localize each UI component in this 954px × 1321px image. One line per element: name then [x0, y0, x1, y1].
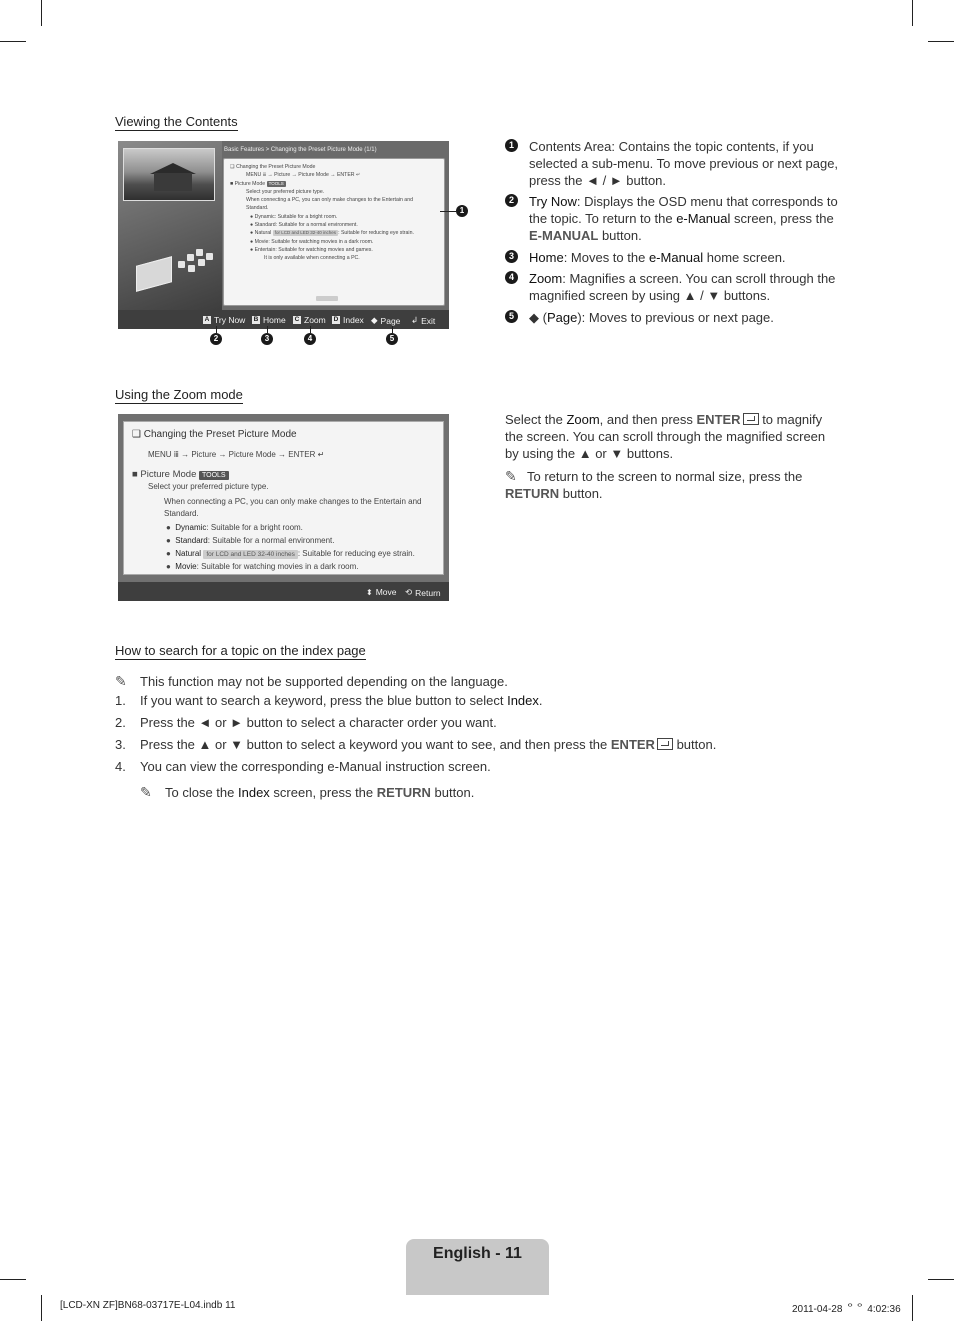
- zoom-desc-text3: to magnify the screen. You can scroll through the magnified screen by using the ▲ or ▼ buttons.: [505, 412, 826, 461]
- page-text: ): Moves to previous or next page.: [577, 310, 774, 325]
- tv-graphic: [136, 256, 172, 292]
- step-1-text: If you want to search a keyword, press the blue button to select: [140, 693, 508, 708]
- zoomed-contents: [123, 421, 444, 575]
- zoom-bullet-standard: ● Standard: Suitable for a normal environment.: [166, 536, 335, 545]
- zoom-text: : Magnifies a screen. You can scroll through the magnified screen by using ▲ / ▼ buttons.: [529, 271, 836, 303]
- pc-note-cont: Standard.: [246, 205, 269, 212]
- callout-line: [440, 211, 456, 212]
- step-1: [140, 692, 543, 709]
- dynamic-text: : Suitable for a bright room.: [206, 523, 303, 532]
- note-pencil-icon: ✎: [505, 468, 517, 484]
- bullet-standard: ● Standard: Suitable for a normal environment.: [250, 222, 358, 229]
- scroll-indicator[interactable]: [316, 296, 338, 301]
- callout-3: 3: [261, 333, 273, 345]
- natural-tag: for LCD and LED 32-40 inches: [274, 230, 337, 236]
- search-note-text: This function may not be supported depending on the language.: [140, 674, 508, 689]
- zoom-desc-text2: , and then press: [599, 412, 697, 427]
- try-now-label: Try Now: [214, 315, 246, 325]
- callout-1: 1: [456, 205, 468, 217]
- section-title-viewing: Viewing the Contents: [115, 114, 238, 129]
- return-term: RETURN: [376, 785, 431, 800]
- note-pencil-icon: ✎: [115, 673, 127, 689]
- zoom-tools-badge: TOOLS: [199, 471, 229, 480]
- home-term: Home: [529, 250, 564, 265]
- callout-2: 2: [210, 333, 222, 345]
- return-label: Return: [415, 587, 441, 598]
- desc-zoom: [529, 270, 849, 304]
- callout-5: 5: [386, 333, 398, 345]
- bullet-entertain: ● Entertain: Suitable for watching movies and games.: [250, 246, 373, 253]
- pc-only-note: It is only available when connecting a PC.: [264, 255, 360, 262]
- app-icon: [187, 254, 194, 261]
- crop-mark: [912, 1295, 913, 1321]
- page-arrows-text: ◆ (: [529, 310, 547, 325]
- step-1-number: 1.: [115, 693, 126, 708]
- enter-term: ENTER: [610, 737, 655, 752]
- index-button[interactable]: [332, 315, 364, 325]
- footer-file-info: [LCD-XN ZF]BN68-03717E-L04.indb 11: [60, 1300, 236, 1311]
- index-label: Index: [343, 315, 364, 325]
- index-term: Index: [507, 693, 539, 708]
- house-shape: [154, 173, 192, 191]
- zoom-note-text2: button.: [559, 486, 603, 501]
- home-text2: home screen.: [703, 250, 786, 265]
- zoom-picture-mode: [132, 469, 229, 480]
- function-bar: [118, 310, 449, 329]
- natural-suffix: : Suitable for reducing eye strain.: [338, 230, 414, 237]
- movie-text: : Suitable for watching movies in a dark room.: [196, 562, 359, 571]
- zoom-screen: [118, 414, 449, 601]
- zoom-label: Zoom: [304, 315, 326, 325]
- section-title-search: How to search for a topic on the index page: [115, 643, 366, 658]
- emanual-screen: [118, 141, 449, 329]
- bullet-movie: ● Movie: Suitable for watching movies in a dark room.: [250, 238, 374, 245]
- emanual-button-term: E-MANUAL: [529, 228, 599, 243]
- desc-number-3: 3: [505, 250, 518, 263]
- close-note-text3: button.: [430, 785, 475, 800]
- step-3-end: button.: [672, 737, 717, 752]
- emanual-term: e-Manual: [676, 211, 731, 226]
- page-number: English - 11: [433, 1245, 522, 1262]
- a-key-icon: A: [204, 316, 210, 323]
- dynamic-term: Dynamic: [175, 523, 207, 532]
- landscape-photo: [123, 148, 215, 201]
- try-now-text3: button.: [598, 228, 642, 243]
- menu-path: MENU ⅲ → Picture → Picture Mode → ENTER ↵: [246, 172, 361, 179]
- zoom-note: [505, 468, 835, 502]
- crop-mark: [0, 41, 26, 42]
- zoom-bullet-natural: ● Natural for LCD and LED 32-40 inches : Suitable for reducing eye strain.: [166, 549, 415, 558]
- desc-contents-area: Contents Area: Contains the topic contents, if you selected a sub-menu. To move previous or next page, press the ◄ / ► button.: [529, 139, 839, 188]
- try-now-button[interactable]: [203, 315, 245, 325]
- zoom-menu-path: MENU ⅲ → Picture → Picture Mode → ENTER ↵: [148, 450, 325, 459]
- callout-line: [310, 326, 311, 333]
- c-key-icon: C: [294, 316, 300, 323]
- home-label: Home: [263, 315, 286, 325]
- enter-icon: [657, 738, 673, 750]
- pc-note: When connecting a PC, you can only make changes to the Entertain and: [246, 197, 413, 204]
- desc-number-2: 2: [505, 194, 518, 207]
- step-3: [140, 736, 716, 753]
- return-term: RETURN: [505, 486, 560, 501]
- section-title-zoom: Using the Zoom mode: [115, 387, 243, 402]
- enter-icon: [743, 413, 759, 425]
- return-arrow-icon: ⟲: [405, 587, 413, 597]
- bullet-natural: [230, 229, 438, 237]
- search-note: [115, 673, 508, 690]
- tools-badge: TOOLS: [268, 180, 284, 186]
- note-pencil-icon: ✎: [140, 784, 152, 800]
- page-arrows-icon: ◆: [371, 315, 378, 325]
- zoom-function-bar: [118, 582, 449, 601]
- callout-line: [392, 326, 393, 333]
- zoom-topic-title: ❑ Changing the Preset Picture Mode: [132, 429, 297, 440]
- natural-label: ● Natural: [250, 230, 272, 237]
- desc-number-5: 5: [505, 310, 518, 323]
- app-icon: [188, 265, 195, 272]
- step-2: Press the ◄ or ► button to select a character order you want.: [140, 715, 497, 730]
- app-icon: [206, 253, 213, 260]
- return-button[interactable]: [405, 587, 441, 598]
- exit-button[interactable]: [411, 315, 435, 326]
- app-icon: [196, 249, 203, 256]
- standard-text: : Suitable for a normal environment.: [207, 536, 335, 545]
- contents-area: [223, 158, 445, 306]
- callout-4: 4: [304, 333, 316, 345]
- natural-term: Natural: [175, 549, 202, 558]
- zoom-select-text: Select your preferred picture type.: [148, 482, 269, 491]
- app-icon: [178, 261, 185, 268]
- exit-icon: ↲: [411, 315, 419, 325]
- step-4-number: 4.: [115, 759, 126, 774]
- zoom-bullet-dynamic: ● Dynamic: Suitable for a bright room.: [166, 523, 303, 532]
- zoom-description: [505, 411, 835, 462]
- app-icon: [198, 259, 205, 266]
- topic-title: ❑ Changing the Preset Picture Mode: [230, 164, 316, 170]
- callout-line: [267, 326, 268, 333]
- zoom-pc-note-cont: Standard.: [164, 509, 199, 518]
- try-now-text: : Displays the OSD menu that corresponds to the topic. To return to the: [529, 194, 838, 226]
- desc-number-4: 4: [505, 271, 518, 284]
- d-key-icon: D: [333, 316, 339, 323]
- close-note-text: To close the: [165, 785, 238, 800]
- home-button[interactable]: [252, 315, 286, 325]
- zoom-term: Zoom: [566, 412, 600, 427]
- crop-mark: [912, 0, 913, 26]
- b-key-icon: B: [253, 316, 259, 323]
- standard-term: Standard: [175, 536, 208, 545]
- picture-mode-desc: Select your preferred picture type.: [246, 188, 325, 195]
- movie-term: Movie: [175, 562, 197, 571]
- move-button[interactable]: [366, 587, 397, 597]
- zoom-bullet-movie: ● Movie: Suitable for watching movies in a dark room.: [166, 562, 359, 571]
- index-term: Index: [238, 785, 270, 800]
- natural-text: : Suitable for reducing eye strain.: [297, 549, 415, 558]
- bullet-dynamic: ● Dynamic: Suitable for a bright room.: [250, 213, 338, 220]
- picture-mode-heading: [230, 180, 438, 188]
- step-3-number: 3.: [115, 737, 126, 752]
- step-4: You can view the corresponding e-Manual instruction screen.: [140, 759, 491, 774]
- step-3-text: Press the ▲ or ▼ button to select a keyword you want to see, and then press the: [140, 737, 611, 752]
- page-term: Page: [546, 310, 578, 325]
- desc-number-1: 1: [505, 139, 518, 152]
- picture-mode-label: ■ Picture Mode: [230, 180, 266, 187]
- step-1-end: .: [538, 693, 543, 708]
- zoom-picture-mode-label: ■ Picture Mode: [132, 469, 197, 480]
- crop-mark: [41, 0, 42, 26]
- zoom-note-text: To return to the screen to normal size, press the: [527, 469, 803, 484]
- zoom-natural-tag: for LCD and LED 32-40 inches: [203, 550, 298, 559]
- home-text: : Moves to the: [563, 250, 649, 265]
- crop-mark: [928, 41, 954, 42]
- zoom-desc-text: Select the: [505, 412, 567, 427]
- footer-timestamp: 2011-04-28 ᄋᄋ 4:02:36: [792, 1304, 901, 1315]
- zoom-pc-note: When connecting a PC, you can only make changes to the Entertain and: [164, 497, 422, 506]
- page-button[interactable]: [371, 315, 400, 326]
- enter-term: ENTER: [696, 412, 741, 427]
- move-label: Move: [375, 587, 397, 597]
- crop-mark: [928, 1279, 954, 1280]
- try-now-text2: screen, press the: [730, 211, 834, 226]
- close-note-text2: screen, press the: [269, 785, 377, 800]
- try-now-term: Try Now: [529, 194, 577, 209]
- exit-label: Exit: [421, 315, 436, 326]
- desc-home: [529, 249, 849, 266]
- emanual-term: e-Manual: [648, 250, 704, 265]
- screen-background: [118, 141, 222, 311]
- callout-line: [216, 326, 217, 333]
- desc-page: [529, 309, 849, 326]
- crop-mark: [41, 1295, 42, 1321]
- step-2-number: 2.: [115, 715, 126, 730]
- zoom-button[interactable]: [293, 315, 326, 325]
- up-down-arrows-icon: ⬍: [366, 587, 373, 597]
- page-label: Page: [380, 315, 401, 326]
- close-index-note: [140, 784, 474, 801]
- crop-mark: [0, 1279, 26, 1280]
- breadcrumb: Basic Features > Changing the Preset Picture Mode (1/1): [224, 147, 377, 153]
- desc-try-now: [529, 193, 849, 244]
- zoom-term: Zoom: [529, 271, 563, 286]
